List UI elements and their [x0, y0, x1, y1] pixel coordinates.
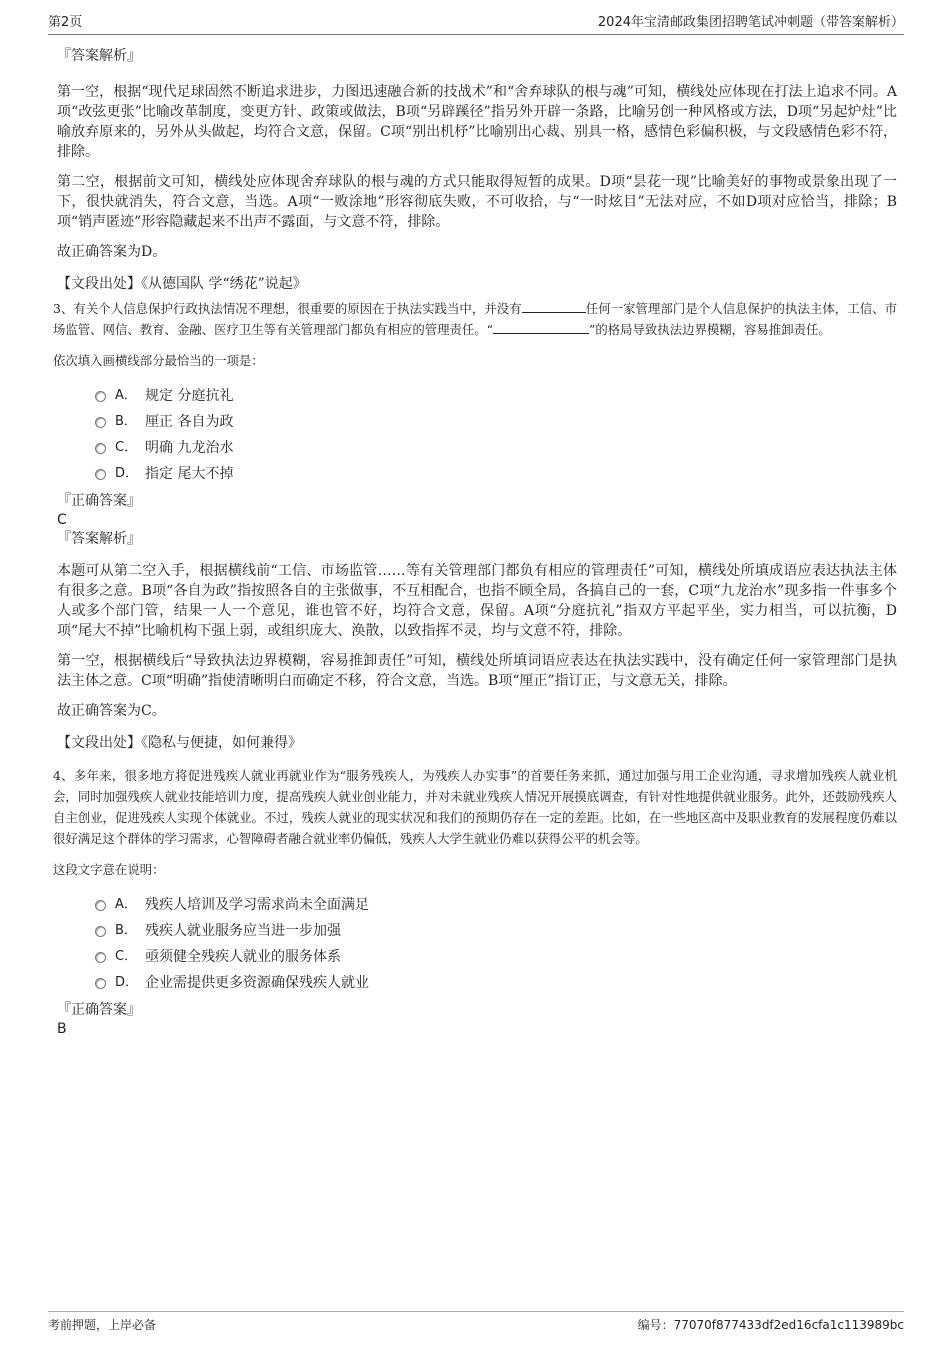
radio-icon[interactable] [95, 926, 106, 937]
page-number: 第2页 [48, 15, 83, 30]
option-text: 企业需提供更多资源确保残疾人就业 [145, 975, 369, 991]
analysis-label: 『答案解析』 [57, 48, 141, 64]
question-3-stem-part2: 任何一家管理部门是个人信息保护的执法主体，工信、市场监管、网信、教育、金融、医疗卫生等有关管理部门都负有相应的管理责任。“ [53, 301, 897, 337]
option-letter: B． [115, 414, 137, 429]
source-citation: 【文段出处】《隐私与便捷，如何兼得》 [57, 735, 302, 751]
radio-icon[interactable] [95, 978, 106, 989]
option-letter: C． [115, 949, 138, 964]
option-text: 残疾人培训及学习需求尚未全面满足 [145, 897, 369, 913]
option-letter: A． [115, 388, 137, 403]
option-c[interactable] [95, 435, 897, 461]
option-a[interactable] [95, 383, 897, 409]
document-serial: 编号：77070f877433df2ed16cfa1c113989bc [637, 1318, 904, 1332]
radio-icon[interactable] [95, 417, 106, 428]
analysis-paragraph: 本题可从第二空入手，根据横线前“工信、市场监管……等有关管理部门都负有相应的管理责任”可知，横线处所填成语应表达执法主体有很多之意。B项“各自为政”指按照各自的主张做事，不互相配合，也指不顾全局，各搞自己的一套，C项“九龙治水”现多指一件事多个人或多个部门管，结果一人一个意见，谁也管不好，均符合文意，保留。A项“分庭抗礼”指双方平起平坐，实力相当，可以抗衡，D项“尾大不掉”比喻机构下强上弱，或组织庞大、涣散，以致指挥不灵，均与文意不符，排除。 [57, 563, 897, 639]
option-letter: B． [115, 923, 137, 938]
correct-answer-value: C [57, 512, 67, 528]
page-header [48, 14, 904, 35]
analysis-conclusion: 故正确答案为D。 [57, 244, 167, 260]
option-text: 指定 尾大不掉 [145, 466, 234, 482]
analysis-paragraph: 第一空，根据横线后“导致执法边界模糊，容易推卸责任”可知，横线处所填词语应表达在执法实践中，没有确定任何一家管理部门是执法主体之意。C项“明确”指使清晰明白而确定不移，符合文意，当选。B项“厘正”指订正，与文意无关，排除。 [57, 653, 897, 689]
analysis-paragraph: 第一空，根据“现代足球固然不断追求进步，力图迅速融合新的技战术”和“舍弃球队的根与魂”可知，横线处应体现在打法上追求不同。A项“改弦更张”比喻改革制度，变更方针、政策或做法，B项“另辟蹊径”指另外开辟一条路，比喻另创一种风格或方法，D项“另起炉灶”比喻放弃原来的，另外从头做起，均符合文意，保留。C项“别出机杼”比喻别出心裁、别具一格，感情色彩偏积极，与文段感情色彩不符，排除。 [57, 84, 897, 160]
option-d[interactable] [95, 461, 897, 487]
fill-blank-2 [493, 319, 589, 334]
radio-icon[interactable] [95, 391, 106, 402]
question-4-prompt: 这段文字意在说明： [53, 862, 165, 877]
radio-icon[interactable] [95, 443, 106, 454]
option-text: 明确 九龙治水 [145, 440, 234, 456]
question-3-stem-part3: ”的格局导致执法边界模糊，容易推卸责任。 [589, 322, 831, 337]
question-3-stem [53, 298, 897, 340]
option-text: 厘正 各自为政 [145, 414, 234, 430]
footer-slogan: 考前押题，上岸必备 [48, 1318, 157, 1332]
analysis-conclusion: 故正确答案为C。 [57, 703, 166, 719]
question-3-options [95, 383, 897, 487]
page-footer [48, 1311, 904, 1334]
option-c[interactable] [95, 944, 897, 970]
option-d[interactable] [95, 970, 897, 996]
source-citation: 【文段出处】《从德国队 学“绣花”说起》 [57, 276, 307, 292]
option-letter: C． [115, 440, 138, 455]
option-text: 规定 分庭抗礼 [145, 388, 234, 404]
option-b[interactable] [95, 918, 897, 944]
correct-answer-value: B [57, 1021, 67, 1037]
correct-answer-label: 『正确答案』 [57, 1002, 141, 1018]
option-a[interactable] [95, 892, 897, 918]
question-4-stem: 4、多年来，很多地方将促进残疾人就业再就业作为“服务残疾人，为残疾人办实事”的首要任务来抓，通过加强与用工企业沟通，寻求增加残疾人就业机会，同时加强残疾人就业技能培训力度，提高残疾人就业创业能力，并对未就业残疾人情况开展摸底调查，有针对性地提供就业服务。此外，还鼓励残疾人自主创业，促进残疾人实现个体就业。不过，残疾人就业的现实状况和我们的预期仍存在一定的差距。比如，在一些地区高中及职业教育的发展程度仍难以很好满足这个群体的学习需求，心智障碍者融合就业率仍偏低，残疾人大学生就业仍难以获得公平的机会等。 [53, 768, 897, 846]
question-3-stem-part1: 3、有关个人信息保护行政执法情况不理想，很重要的原因在于执法实践当中，并没有 [53, 301, 522, 316]
option-text: 亟须健全残疾人就业的服务体系 [145, 949, 341, 965]
question-3-prompt: 依次填入画横线部分最恰当的一项是： [53, 353, 264, 368]
question-4-options [95, 892, 897, 996]
correct-answer-label: 『正确答案』 [57, 493, 141, 509]
option-b[interactable] [95, 409, 897, 435]
analysis-paragraph: 第二空，根据前文可知，横线处应体现舍弃球队的根与魂的方式只能取得短暂的成果。D项“昙花一现”比喻美好的事物或景象出现了一下，很快就消失，符合文意，当选。A项“一败涂地”形容彻底失败，不可收拾，与“一时炫目”无法对应，不如D项对应恰当，排除；B项“销声匿迹”形容隐藏起来不出声不露面，与文意不符，排除。 [57, 174, 897, 230]
analysis-label: 『答案解析』 [57, 531, 141, 547]
option-letter: A． [115, 897, 137, 912]
radio-icon[interactable] [95, 952, 106, 963]
radio-icon[interactable] [95, 469, 106, 480]
option-text: 残疾人就业服务应当进一步加强 [145, 923, 341, 939]
document-title: 2024年宝清邮政集团招聘笔试冲刺题（带答案解析） [597, 15, 904, 30]
option-letter: D． [115, 975, 139, 990]
radio-icon[interactable] [95, 900, 106, 911]
fill-blank-1 [522, 298, 586, 313]
option-letter: D． [115, 466, 139, 481]
main-content [53, 46, 897, 1038]
